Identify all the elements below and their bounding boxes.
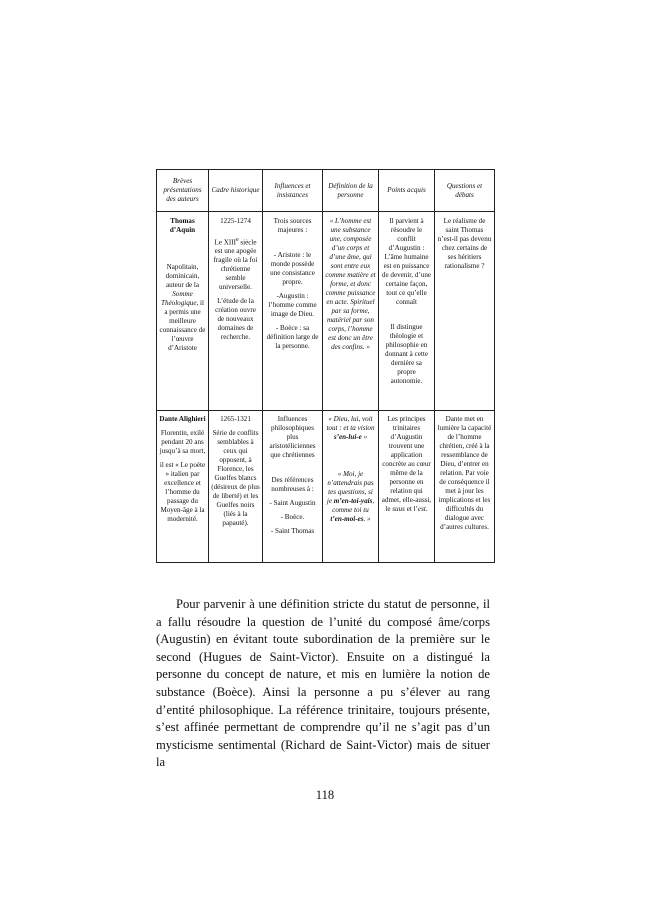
author-bio: il est « Le poète » italien par excellence et l’homme du passage du Moyen-âge à la modernité. (159, 461, 206, 523)
influence-text: - Saint Augustin (269, 499, 316, 507)
influence-text: Influences philosophiques plus aristotéliciennes que chrétiennes (269, 415, 316, 459)
header-achievements: Points acquis (379, 170, 435, 212)
historical-text: L’étude de la création ouvre de nouveaux domaines de recherche. (215, 297, 256, 342)
page-number: 118 (315, 788, 335, 802)
header-person-definition: Définition de la personne (323, 170, 379, 212)
comparison-table (156, 169, 495, 563)
question-text: Le réalisme de saint Thomas n’est-il pas devenu chez certains de ses héritiers rationalisme ? (437, 217, 492, 270)
influence-text: Trois sources majeures : (273, 217, 312, 234)
cell-person-definition (323, 212, 379, 411)
cell-achievements (379, 212, 435, 411)
influence-text: -Augustin : l’homme comme image de Dieu. (268, 292, 317, 318)
influence-text: - Boèce. (280, 513, 305, 521)
cell-questions (435, 212, 495, 411)
table-row-thomas-aquin (157, 212, 495, 411)
influence-text: - Saint Thomas (270, 527, 315, 535)
cell-author (157, 411, 209, 563)
cell-person-definition (323, 411, 379, 563)
author-bio: Napolitain, dominicain, auteur de la Somme Théologique, il a permis une meilleure connaissance de l’œuvre d’Aristote (159, 263, 206, 352)
cell-historical-context (209, 411, 263, 563)
influence-text: - Boèce : sa définition large de la personne. (266, 324, 319, 350)
cell-author (157, 212, 209, 411)
definition-quote: « L’homme est une substance une, composée d’un corps et d’une âme, qui sont entre eux comme matière et forme, et donc comme puissance en acte. Spirituel par sa forme, matériel par son corps, l’homme est donc un être des confins. » (325, 217, 376, 351)
cell-influences (263, 212, 323, 411)
cell-questions (435, 411, 495, 563)
body-paragraph: Pour parvenir à une définition stricte du statut de personne, il a fallu résoudre la question de l’unité du composé âme/corps (Augustin) en évitant toute subordination de la première sur le second (Hugues de Saint-Victor). Ensuite on a distingué la personne du concept de nature, et mis en lumière la notion de substance (Boèce). Ainsi la personne a pu s’élever au rang d’entité philosophique. La référence trinitaire, toujours présente, s’est affinée permettant de comprendre qu’il ne s’agit pas d’un mysticisme sentimental (Richard de Saint-Victor) mais de situer la (156, 597, 490, 770)
achievement-text: Il parvient à résoudre le conflit d’Augustin : L’âme humaine est en puissance de devenir, d’une certaine façon, tout ce qu’elle connaît (381, 217, 432, 306)
header-influences: Influences et insistances (263, 170, 323, 212)
historical-text: Série de conflits semblables à ceux qui opposent, à Florence, les Guelfes blancs (désireux de plus de liberté) et les Guelfes noirs (liés à la papauté). (211, 429, 260, 527)
historical-text: Le XIIIe siècle est une apogée fragile où la foi chrétienne semble universelle. (213, 237, 258, 292)
cell-achievements (379, 411, 435, 563)
influence-text: Des références nombreuses à : (271, 476, 314, 493)
header-authors: Brèves présentations des auteurs (157, 170, 209, 212)
achievement-text: Les principes trinitaires d’Augustin trouvent une application concrète au cœur même de la personne en relation qui admet, elle-aussi, le suus et l’est. (381, 415, 432, 513)
author-dates: 1265-1321 (220, 415, 251, 423)
table-header-row (157, 170, 495, 212)
author-dates: 1225-1274 (220, 217, 251, 225)
achievement-text: Il distingue théologie et philosophie en donnant à cette dernière sa propre autonomie. (385, 323, 428, 385)
header-questions: Questions et débats (435, 170, 495, 212)
definition-quote: « Dieu, lui, voit tout : et ta vision s’en-lui-e » (326, 415, 375, 441)
table-row-dante (157, 411, 495, 563)
header-historical-context: Cadre historique (209, 170, 263, 212)
author-name: Thomas d’Aquin (169, 217, 196, 234)
cell-influences (263, 411, 323, 563)
author-bio: Florentin, exilé pendant 20 ans jusqu’à sa mort, (159, 429, 206, 455)
author-name: Dante Alighieri (159, 415, 206, 423)
influence-text: - Aristote : le monde possède une consistance propre. (270, 251, 315, 286)
question-text: Dante met en lumière la capacité de l’homme chrétien, créé à la ressemblance de Dieu, d’entrer en relation. Par voie de conséquence il met à jour les implications et les difficultés du dialogue avec d’autres cultures. (437, 415, 492, 531)
cell-historical-context (209, 212, 263, 411)
definition-quote: « Moi, je n’attendrais pas tes questions, si je m’en-toi-yais, comme toi tu t’en-moi-es. » (326, 470, 375, 523)
